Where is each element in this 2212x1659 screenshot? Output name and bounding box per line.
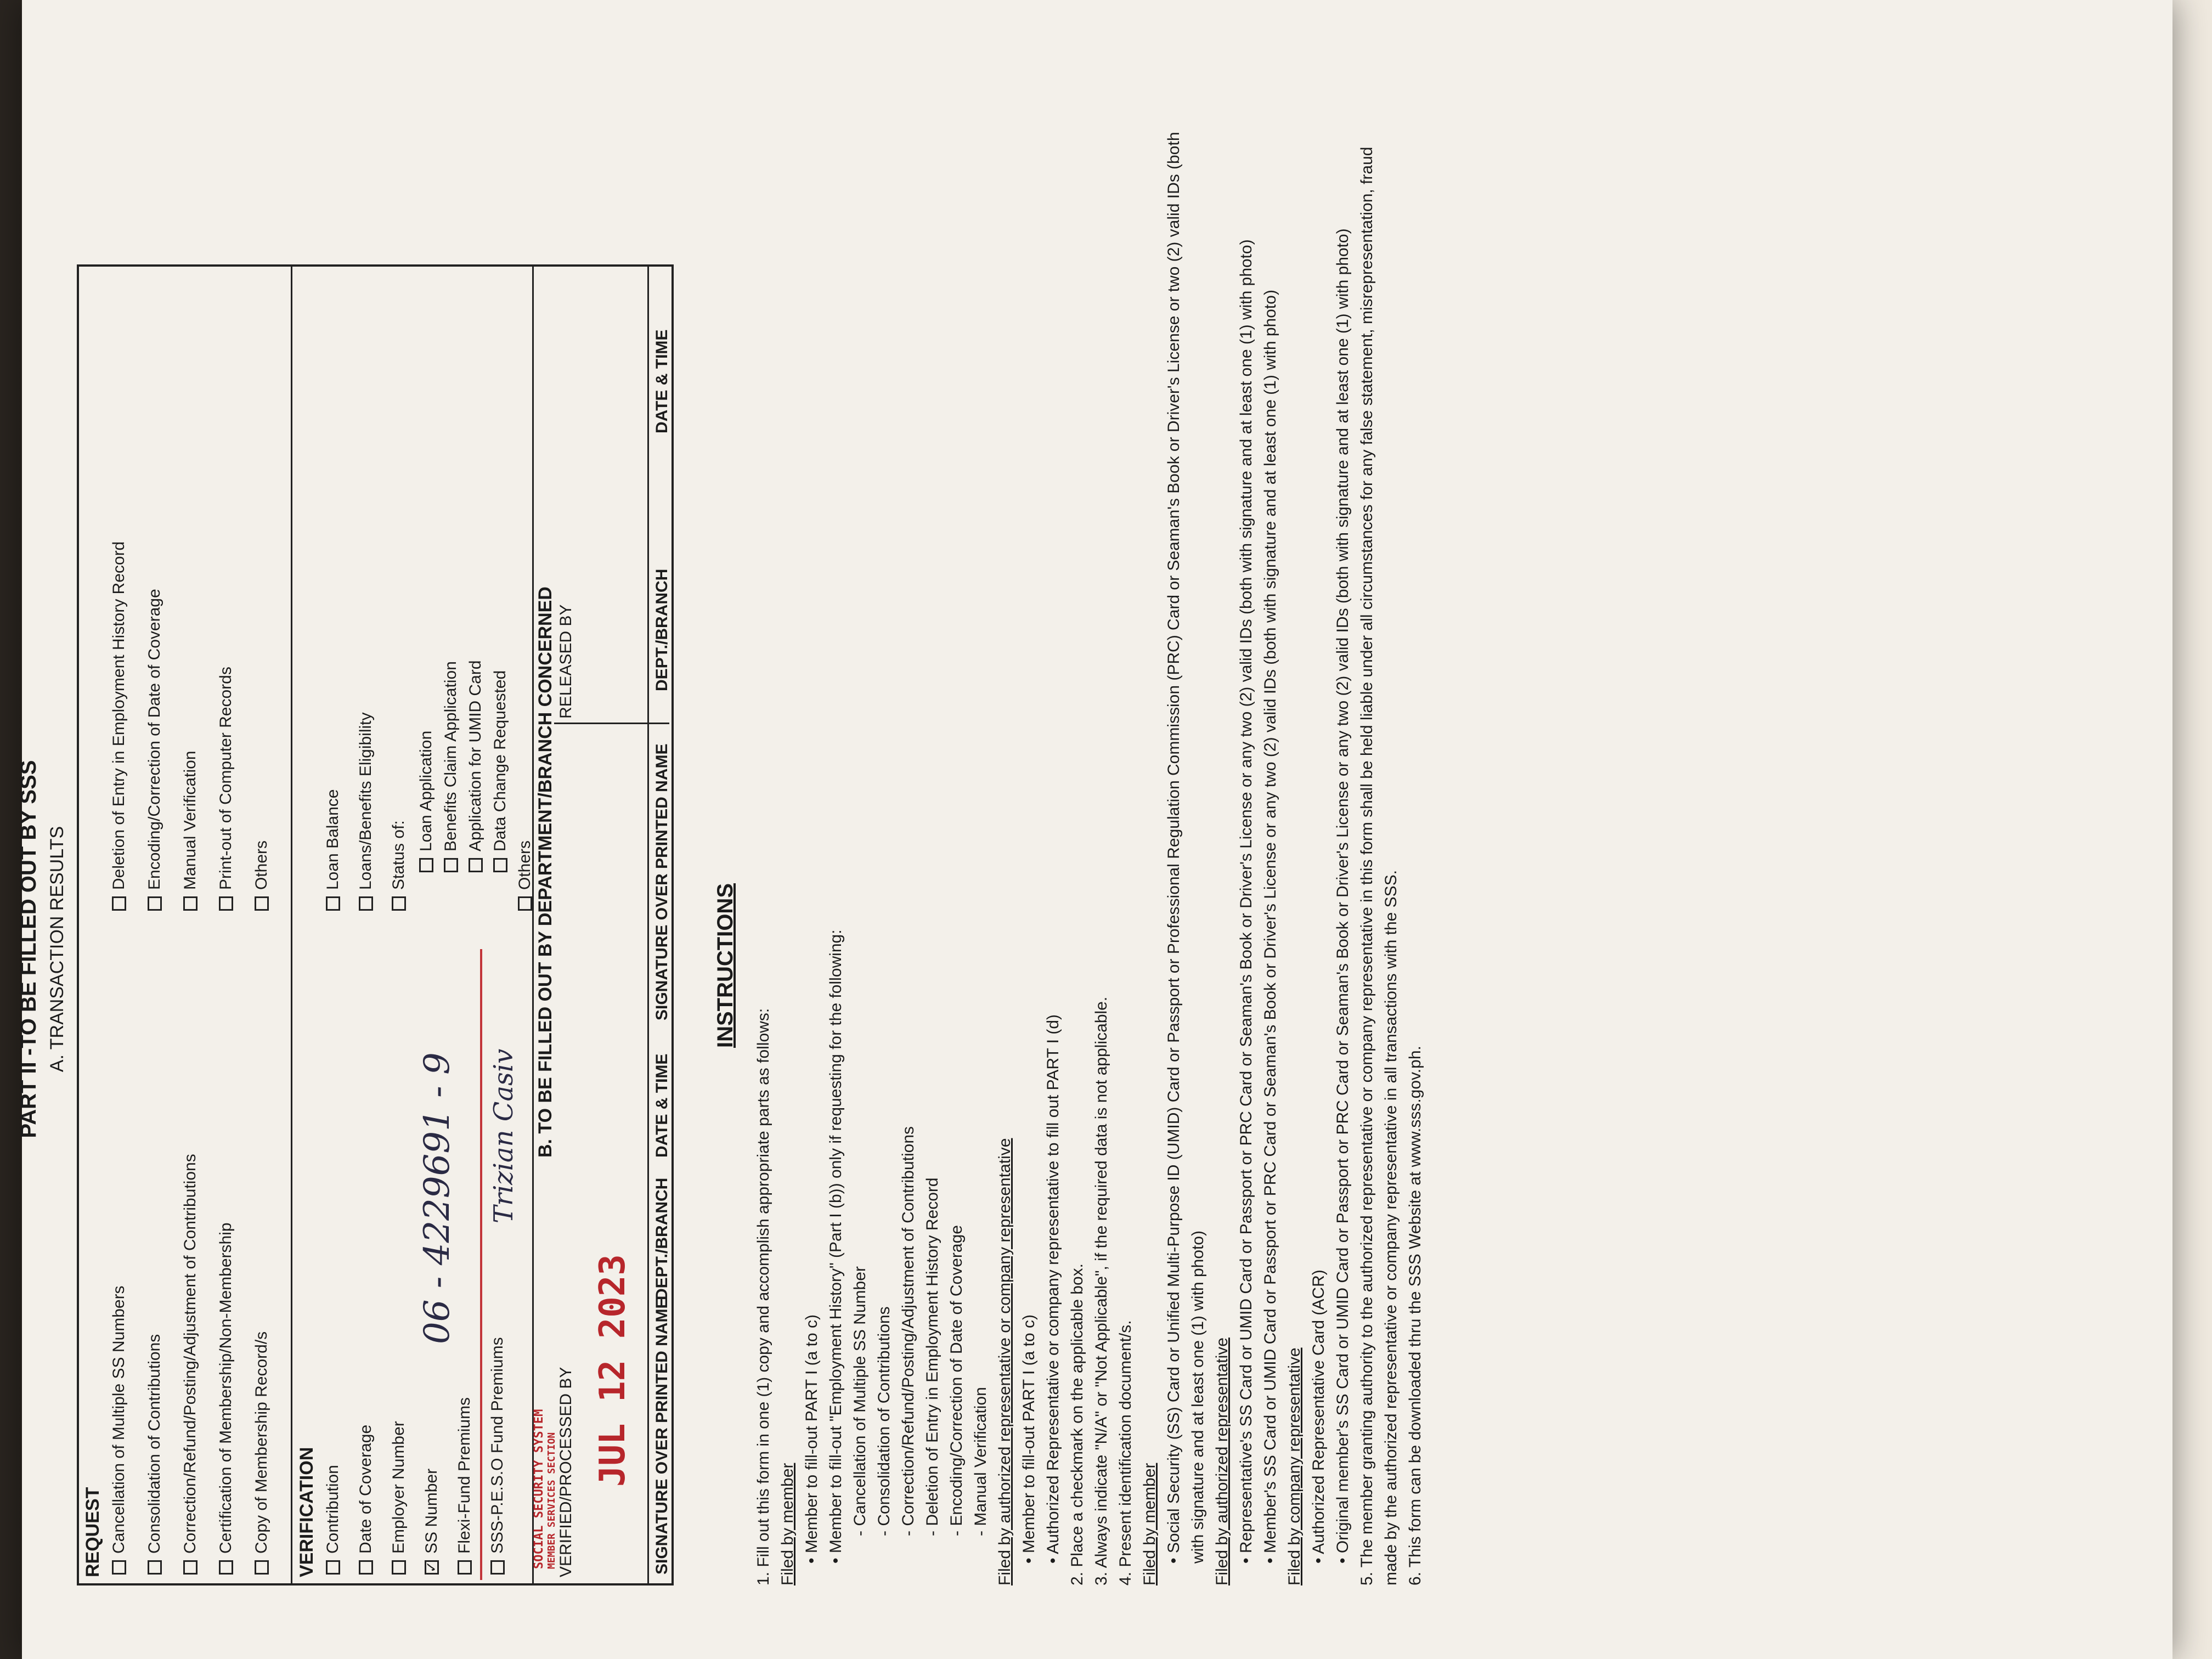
checkbox[interactable] xyxy=(518,896,532,911)
checkbox[interactable] xyxy=(458,1560,472,1575)
instruction-line: - Encoding/Correction of Date of Coverage xyxy=(947,1225,966,1536)
checkbox[interactable] xyxy=(112,896,126,911)
checkbox-label: Application for UMID Card xyxy=(466,660,484,851)
checkbox[interactable] xyxy=(219,1560,233,1575)
checkbox[interactable] xyxy=(493,858,507,872)
instruction-line: - Correction/Refund/Posting/Adjustment of Contributions xyxy=(899,1126,917,1536)
instruction-line: • Member's SS Card or UMID Card or Passport or PRC Card or Seaman's Book or Driver's License or any two (2) valid IDs (both with signature and at least one (1) with photo) xyxy=(1261,290,1279,1564)
instructions-title: INSTRUCTIONS xyxy=(713,883,737,1048)
checkbox[interactable] xyxy=(183,1560,198,1575)
instruction-line: 2. Place a checkmark on the applicable box. xyxy=(1068,1263,1086,1585)
instructions-list xyxy=(752,104,1427,1585)
checkbox-label: Contribution xyxy=(324,1465,342,1554)
stamp-sub: MEMBER SERVICES SECTION xyxy=(546,1432,557,1569)
checkbox[interactable]: ✓ xyxy=(425,1560,439,1575)
form-page xyxy=(0,60,2068,1651)
verified-label: VERIFIED/PROCESSED BY xyxy=(557,1367,575,1577)
instruction-line: Filed by member xyxy=(1141,1463,1159,1585)
footer-column-label: DEPT./BRANCH xyxy=(653,1177,671,1300)
status-option[interactable] xyxy=(417,731,436,872)
handwritten-ss-number: 06 - 4229691 - 9 xyxy=(417,1052,458,1344)
request-option[interactable] xyxy=(217,667,235,911)
checkbox[interactable] xyxy=(219,896,233,911)
checkbox[interactable] xyxy=(444,858,458,872)
section-b-title: B. TO BE FILLED OUT BY DEPARTMENT/BRANCH CONCERNED xyxy=(535,586,556,1158)
verification-option[interactable] xyxy=(357,712,375,911)
checkbox[interactable] xyxy=(392,1560,406,1575)
checkbox-label: Manual Verification xyxy=(181,751,199,890)
request-option[interactable] xyxy=(252,840,271,911)
checkbox[interactable] xyxy=(490,1560,505,1575)
checkbox[interactable] xyxy=(419,858,433,872)
transaction-results-box xyxy=(77,264,674,1585)
verification-option[interactable] xyxy=(516,840,534,911)
instruction-line: - Cancellation of Multiple SS Number xyxy=(851,1266,869,1536)
status-option[interactable] xyxy=(442,661,460,872)
instruction-line: • Original member's SS Card or UMID Card or Passport or PRC Card or Seaman's Book or Driver's License or any two (2) valid IDs (both with signature and at least one (1) with photo) xyxy=(1334,228,1352,1564)
checkbox-label: Consolidation of Contributions xyxy=(145,1334,163,1554)
instruction-line: 6. This form can be downloaded thru the SSS Website at www.sss.gov.ph. xyxy=(1406,1046,1424,1585)
section-a-title: A. TRANSACTION RESULTS xyxy=(47,826,67,1073)
checkbox-label: Flexi-Fund Premiums xyxy=(455,1397,473,1554)
checkbox-label: Loans/Benefits Eligibility xyxy=(357,712,375,890)
checkbox-label: Copy of Membership Record/s xyxy=(252,1331,270,1554)
request-option[interactable] xyxy=(217,1222,235,1575)
instruction-line: Filed by member xyxy=(778,1463,797,1585)
checkbox-label: SS Number xyxy=(422,1468,441,1554)
instruction-line: Filed by authorized representative or company representative xyxy=(996,1138,1014,1585)
instruction-line: • Social Security (SS) Card or Unified Multi-Purpose ID (UMID) Card or Passport or Professional Regulation Commission (PRC) Card or Seaman's Book or Driver's License or two (2) valid IDs (both with signature and at least one (1) with photo) xyxy=(1165,132,1207,1564)
instruction-line: Filed by authorized representative xyxy=(1213,1338,1231,1585)
verification-option[interactable] xyxy=(390,1421,408,1575)
checkbox[interactable] xyxy=(255,1560,269,1575)
checkbox[interactable] xyxy=(326,896,340,911)
verification-option[interactable] xyxy=(455,1397,474,1575)
stamp-agency: SOCIAL SECURITY SYSTEM xyxy=(532,1409,546,1569)
released-label: RELEASED BY xyxy=(557,604,575,719)
verification-label: VERIFICATION xyxy=(296,1447,317,1577)
instruction-line: Filed by company representative xyxy=(1285,1347,1304,1585)
stamp-date: JUL 12 2023 xyxy=(592,1254,633,1487)
instruction-line: - Manual Verification xyxy=(972,1387,990,1536)
checkbox-label: Date of Coverage xyxy=(357,1424,375,1554)
checkbox-label: Loan Application xyxy=(417,730,435,851)
request-option[interactable] xyxy=(110,541,128,911)
checkbox-label: Deletion of Entry in Employment History Record xyxy=(110,541,128,890)
checkbox-label: Correction/Refund/Posting/Adjustment of Contributions xyxy=(181,1154,199,1554)
handwritten-signature: Trizian Casiv xyxy=(488,1048,519,1223)
checkbox[interactable] xyxy=(183,896,198,911)
checkbox[interactable] xyxy=(148,1560,162,1575)
request-option[interactable] xyxy=(145,589,164,911)
footer-column-label: SIGNATURE OVER PRINTED NAME xyxy=(653,743,671,1020)
checkbox-label: SSS-P.E.S.O Fund Premiums xyxy=(488,1337,506,1554)
red-strike-line xyxy=(480,949,482,1580)
verification-option[interactable] xyxy=(488,1337,507,1575)
checkbox[interactable] xyxy=(359,1560,373,1575)
checkbox[interactable] xyxy=(326,1560,340,1575)
checkbox-label: Cancellation of Multiple SS Numbers xyxy=(110,1285,128,1554)
checkbox[interactable] xyxy=(255,896,269,911)
checkbox[interactable] xyxy=(469,858,483,872)
verification-option[interactable] xyxy=(324,789,342,911)
checkbox-label: Others xyxy=(516,840,534,890)
request-option[interactable] xyxy=(181,1154,200,1575)
checkbox-label: Others xyxy=(252,840,270,890)
instruction-line: • Member to fill-out PART I (a to c) xyxy=(803,1314,821,1564)
checkbox[interactable] xyxy=(359,896,373,911)
checkbox-label: Certification of Membership/Non-Membership xyxy=(217,1222,235,1554)
checkbox[interactable] xyxy=(148,896,162,911)
divider xyxy=(554,723,669,724)
checkbox[interactable] xyxy=(112,1560,126,1575)
instruction-line: • Authorized Representative or company representative to fill out PART I (d) xyxy=(1044,1014,1062,1564)
footer-column-label: DATE & TIME xyxy=(653,329,671,433)
checkbox[interactable] xyxy=(392,896,406,911)
instruction-line: • Member to fill-out "Employment History" (Part I (b)) only if requesting for the following: xyxy=(827,929,845,1564)
verification-option[interactable] xyxy=(357,1425,375,1575)
instruction-line: 1. Fill out this form in one (1) copy and accomplish appropriate parts as follows: xyxy=(754,1008,772,1585)
verification-option[interactable] xyxy=(422,1469,441,1575)
divider xyxy=(532,267,534,1585)
status-option[interactable] xyxy=(466,661,485,872)
instruction-line: - Consolidation of Contributions xyxy=(875,1306,893,1536)
divider xyxy=(647,267,649,1585)
instruction-line: 3. Always indicate "N/A" or "Not Applicable", if the required data is not applicable. xyxy=(1092,996,1110,1585)
checkbox-label: Print-out of Computer Records xyxy=(217,667,235,890)
verification-option[interactable] xyxy=(324,1465,342,1575)
footer-column-label: SIGNATURE OVER PRINTED NAME xyxy=(653,1297,671,1575)
instruction-line: 5. The member granting authority to the authorized representative or company representative in this form shall be held liable under all circumstances for any false statement, misrepresentation, fraud made by the authorized representative or company representative in all transactions with the SSS. xyxy=(1358,146,1400,1585)
instruction-line: - Deletion of Entry in Employment History Record xyxy=(923,1177,941,1536)
request-option[interactable] xyxy=(145,1334,164,1575)
checkbox-label: Encoding/Correction of Date of Coverage xyxy=(145,589,163,890)
request-option[interactable] xyxy=(252,1331,271,1575)
part-title: PART II -TO BE FILLED OUT BY SSS xyxy=(16,760,41,1138)
checkbox-label: Data Change Requested xyxy=(491,670,509,851)
checkbox-label: Employer Number xyxy=(390,1421,408,1554)
instruction-line: • Authorized Representative Card (ACR) xyxy=(1310,1269,1328,1564)
paper-sheet xyxy=(16,0,2172,1659)
divider xyxy=(291,267,292,1585)
verification-option[interactable] xyxy=(390,820,408,911)
request-option[interactable] xyxy=(181,751,200,911)
checkbox-label: Benefits Claim Application xyxy=(442,661,460,851)
request-option[interactable] xyxy=(110,1285,128,1575)
instruction-line: 4. Present identification document/s. xyxy=(1116,1320,1135,1585)
status-option[interactable] xyxy=(491,670,510,872)
checkbox-label: Loan Balance xyxy=(324,789,342,890)
request-label: REQUEST xyxy=(82,1487,103,1577)
instruction-line: • Representative's SS Card or UMID Card or Passport or PRC Card or Seaman's Book or Driver's License or any two (2) valid IDs (both with signature and at least one (1) with photo) xyxy=(1237,239,1255,1564)
instruction-line: • Member to fill-out PART I (a to c) xyxy=(1020,1314,1038,1564)
footer-column-label: DEPT./BRANCH xyxy=(653,568,671,691)
checkbox-label: Status of: xyxy=(390,820,408,890)
footer-column-label: DATE & TIME xyxy=(653,1053,671,1158)
